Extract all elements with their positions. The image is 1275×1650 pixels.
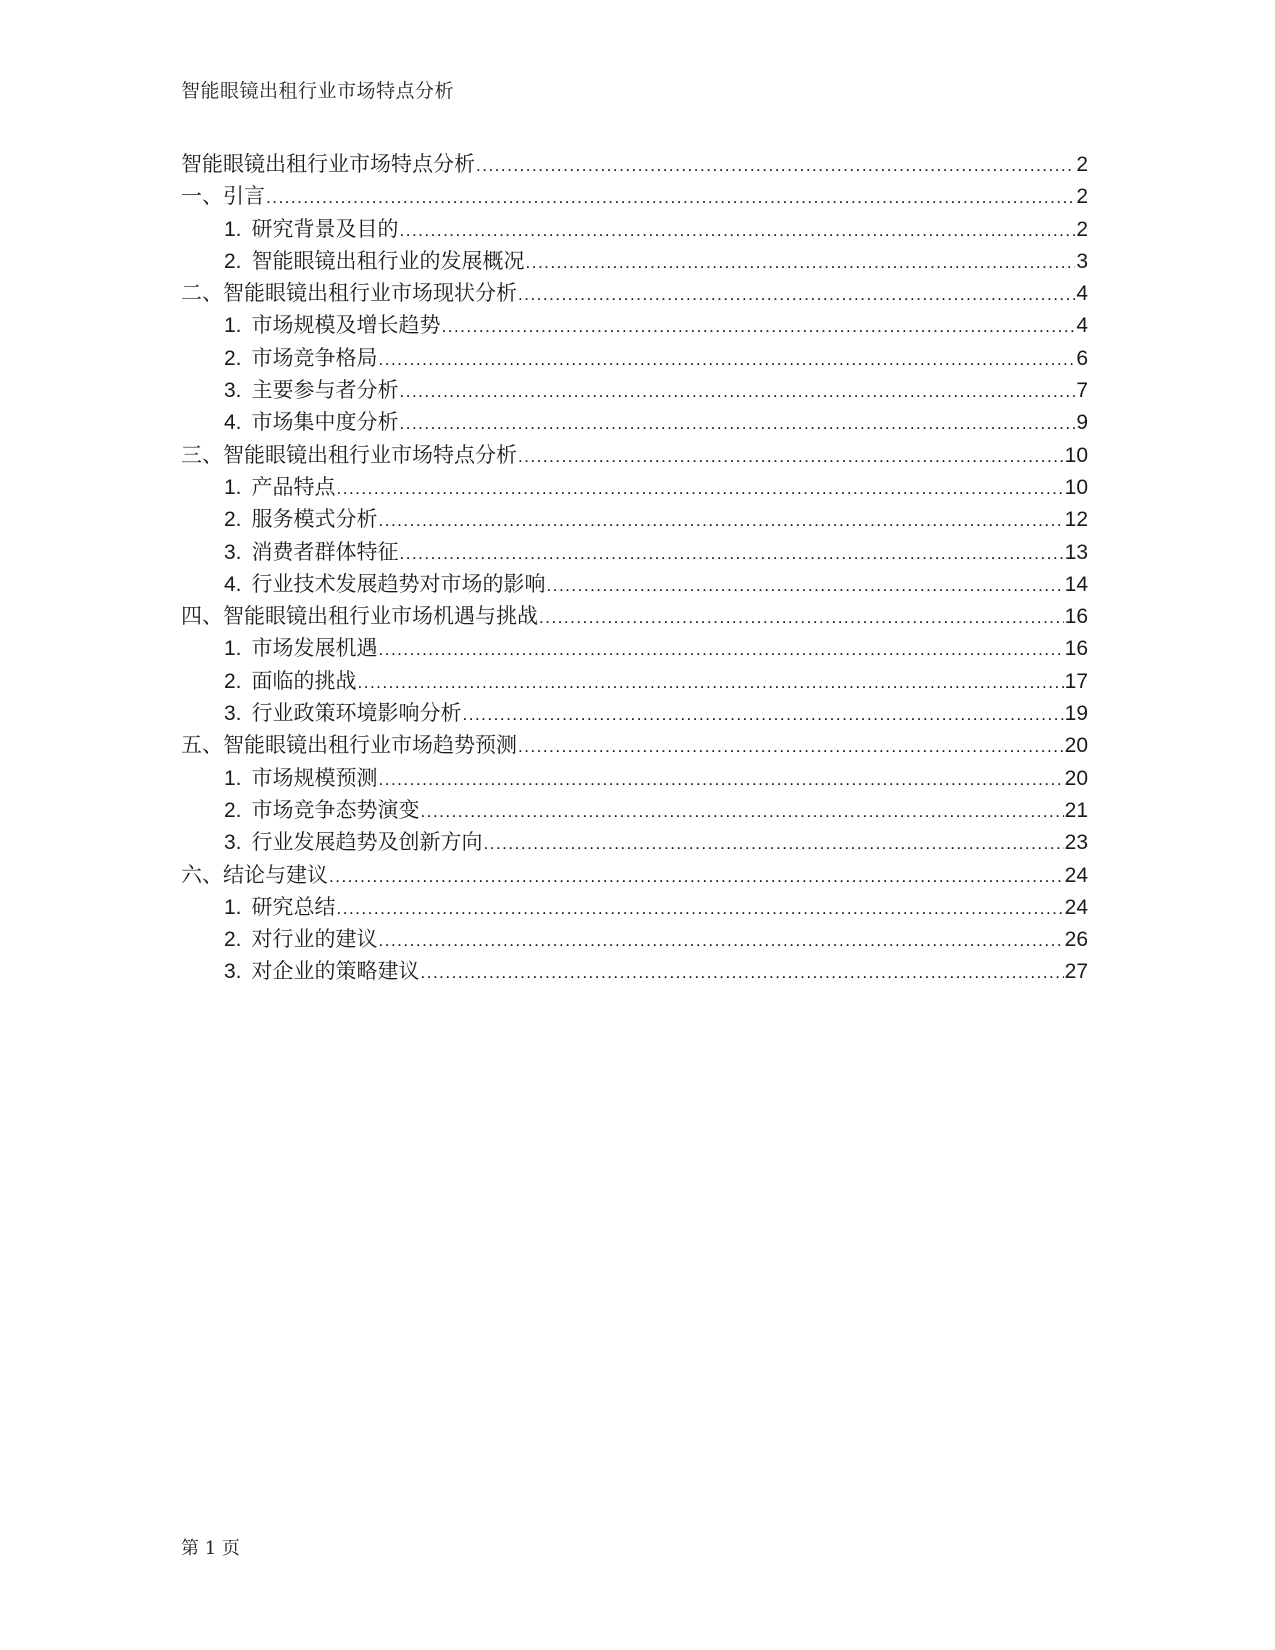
toc-subentry[interactable] [181,245,1088,277]
toc-entry-page: 27 [1064,960,1088,984]
toc-subentry[interactable] [181,536,1088,568]
dot-leader [421,802,1064,822]
toc-entry-page: 3 [1076,249,1088,273]
toc-entry-label: 对行业的建议 [251,927,378,952]
toc-entry-page: 20 [1064,734,1088,758]
dot-leader [337,479,1064,499]
toc-subentry[interactable] [181,697,1088,729]
toc-entry-page: 26 [1064,928,1088,952]
toc-entry-number: 2. [224,928,242,952]
toc-entry-label: 研究总结 [251,894,336,919]
toc-entry[interactable] [181,859,1088,891]
toc-subentry[interactable] [181,309,1088,341]
dot-leader [400,544,1064,564]
toc-entry-page: 9 [1076,411,1088,435]
toc-entry-label: 市场集中度分析 [251,410,399,435]
dot-leader [337,899,1064,919]
toc-entry-label: 市场竞争态势演变 [251,797,420,822]
dot-leader [400,414,1076,434]
toc-entry-label: 一、引言 [181,184,265,209]
toc-entry-page: 13 [1064,540,1088,564]
toc-entry-label: 主要参与者分析 [251,378,399,403]
toc-entry[interactable] [181,180,1088,212]
toc-subentry[interactable] [181,665,1088,697]
running-header: 智能眼镜出租行业市场特点分析 [181,80,455,102]
dot-leader [463,705,1064,725]
toc-entry-number: 2. [224,508,242,532]
toc-entry-page: 4 [1076,314,1088,338]
dot-leader [379,640,1064,660]
toc-subentry[interactable] [181,891,1088,923]
toc-entry-page: 24 [1064,895,1088,919]
toc-entry-page: 7 [1076,379,1088,403]
toc-entry-number: 3. [224,379,242,403]
toc-entry-page: 20 [1064,766,1088,790]
toc-entry-label: 五、智能眼镜出租行业市场趋势预测 [181,733,517,758]
dot-leader [379,350,1076,370]
toc-entry-label: 市场规模预测 [251,765,378,790]
toc-entry-number: 2. [224,346,242,370]
toc-entry-number: 1. [224,217,242,241]
toc-entry[interactable] [181,439,1088,471]
toc-entry-page: 16 [1064,605,1088,629]
toc-entry-label: 行业政策环境影响分析 [251,701,462,726]
toc-entry-number: 4. [224,411,242,435]
toc-entry-label: 行业发展趋势及创新方向 [251,830,483,855]
toc-entry-page: 23 [1064,831,1088,855]
toc-subentry[interactable] [181,213,1088,245]
table-of-contents [181,148,1088,988]
toc-entry-label: 行业技术发展趋势对市场的影响 [251,571,546,596]
toc-entry-number: 3. [224,540,242,564]
toc-entry-label: 服务模式分析 [251,507,378,532]
toc-subentry[interactable] [181,826,1088,858]
toc-entry[interactable] [181,277,1088,309]
toc-entry-number: 4. [224,572,242,596]
toc-entry-number: 3. [224,702,242,726]
toc-entry-page: 2 [1076,153,1088,176]
toc-entry-number: 1. [224,314,242,338]
dot-leader [476,156,1075,176]
toc-entry-label: 市场规模及增长趋势 [251,313,441,338]
toc-entry-number: 1. [224,766,242,790]
toc-entry-label: 研究背景及目的 [251,216,399,241]
dot-leader [379,511,1064,531]
toc-entry-page: 2 [1076,217,1088,241]
toc-subentry[interactable] [181,762,1088,794]
toc-entry-page: 24 [1064,863,1088,887]
toc-subentry[interactable] [181,374,1088,406]
toc-entry-label: 市场发展机遇 [251,636,378,661]
toc-entry-page: 17 [1064,669,1088,693]
toc-entry-label: 对企业的策略建议 [251,959,420,984]
toc-entry-page: 21 [1064,798,1088,822]
toc-entry-page: 2 [1076,185,1088,209]
toc-entry-page: 10 [1064,443,1088,467]
toc-subentry[interactable] [181,632,1088,664]
dot-leader [539,608,1064,628]
toc-entry-label: 二、智能眼镜出租行业市场现状分析 [181,281,517,306]
dot-leader [400,382,1076,402]
toc-entry-label: 四、智能眼镜出租行业市场机遇与挑战 [181,604,538,629]
dot-leader [518,737,1064,757]
toc-entry[interactable] [181,600,1088,632]
dot-leader [379,770,1064,790]
toc-entry[interactable] [181,148,1088,180]
toc-entry-number: 3. [224,960,242,984]
dot-leader [518,447,1064,467]
toc-subentry[interactable] [181,568,1088,600]
toc-entry-page: 6 [1076,346,1088,370]
toc-entry-number: 2. [224,798,242,822]
toc-entry-number: 3. [224,831,242,855]
toc-entry-page: 12 [1064,508,1088,532]
dot-leader [358,673,1064,693]
dot-leader [526,253,1076,273]
toc-entry-label: 市场竞争格局 [251,345,378,370]
toc-entry-label: 智能眼镜出租行业市场特点分析 [181,152,475,176]
toc-subentry[interactable] [181,794,1088,826]
dot-leader [266,188,1075,208]
toc-entry-label: 三、智能眼镜出租行业市场特点分析 [181,442,517,467]
toc-subentry[interactable] [181,955,1088,987]
toc-subentry[interactable] [181,503,1088,535]
toc-entry-page: 16 [1064,637,1088,661]
toc-entry[interactable] [181,729,1088,761]
toc-entry-page: 19 [1064,702,1088,726]
toc-entry-label: 智能眼镜出租行业的发展概况 [251,248,525,273]
toc-subentry[interactable] [181,406,1088,438]
dot-leader [484,834,1064,854]
dot-leader [421,963,1064,983]
toc-entry-number: 1. [224,475,242,499]
toc-entry-label: 消费者群体特征 [251,539,399,564]
toc-entry-label: 六、结论与建议 [181,862,328,887]
toc-entry-page: 14 [1064,572,1088,596]
toc-entry-page: 4 [1076,282,1088,306]
toc-entry-label: 产品特点 [251,474,336,499]
toc-entry-number: 2. [224,249,242,273]
toc-subentry[interactable] [181,342,1088,374]
dot-leader [547,576,1064,596]
page-number-footer: 第 1 页 [181,1538,240,1559]
toc-entry-page: 10 [1064,475,1088,499]
dot-leader [442,317,1076,337]
dot-leader [379,931,1064,951]
dot-leader [400,221,1076,241]
dot-leader [329,867,1064,887]
dot-leader [518,285,1075,305]
toc-subentry[interactable] [181,923,1088,955]
toc-subentry[interactable] [181,471,1088,503]
toc-entry-number: 1. [224,895,242,919]
toc-entry-number: 1. [224,637,242,661]
toc-entry-label: 面临的挑战 [251,668,357,693]
toc-entry-number: 2. [224,669,242,693]
